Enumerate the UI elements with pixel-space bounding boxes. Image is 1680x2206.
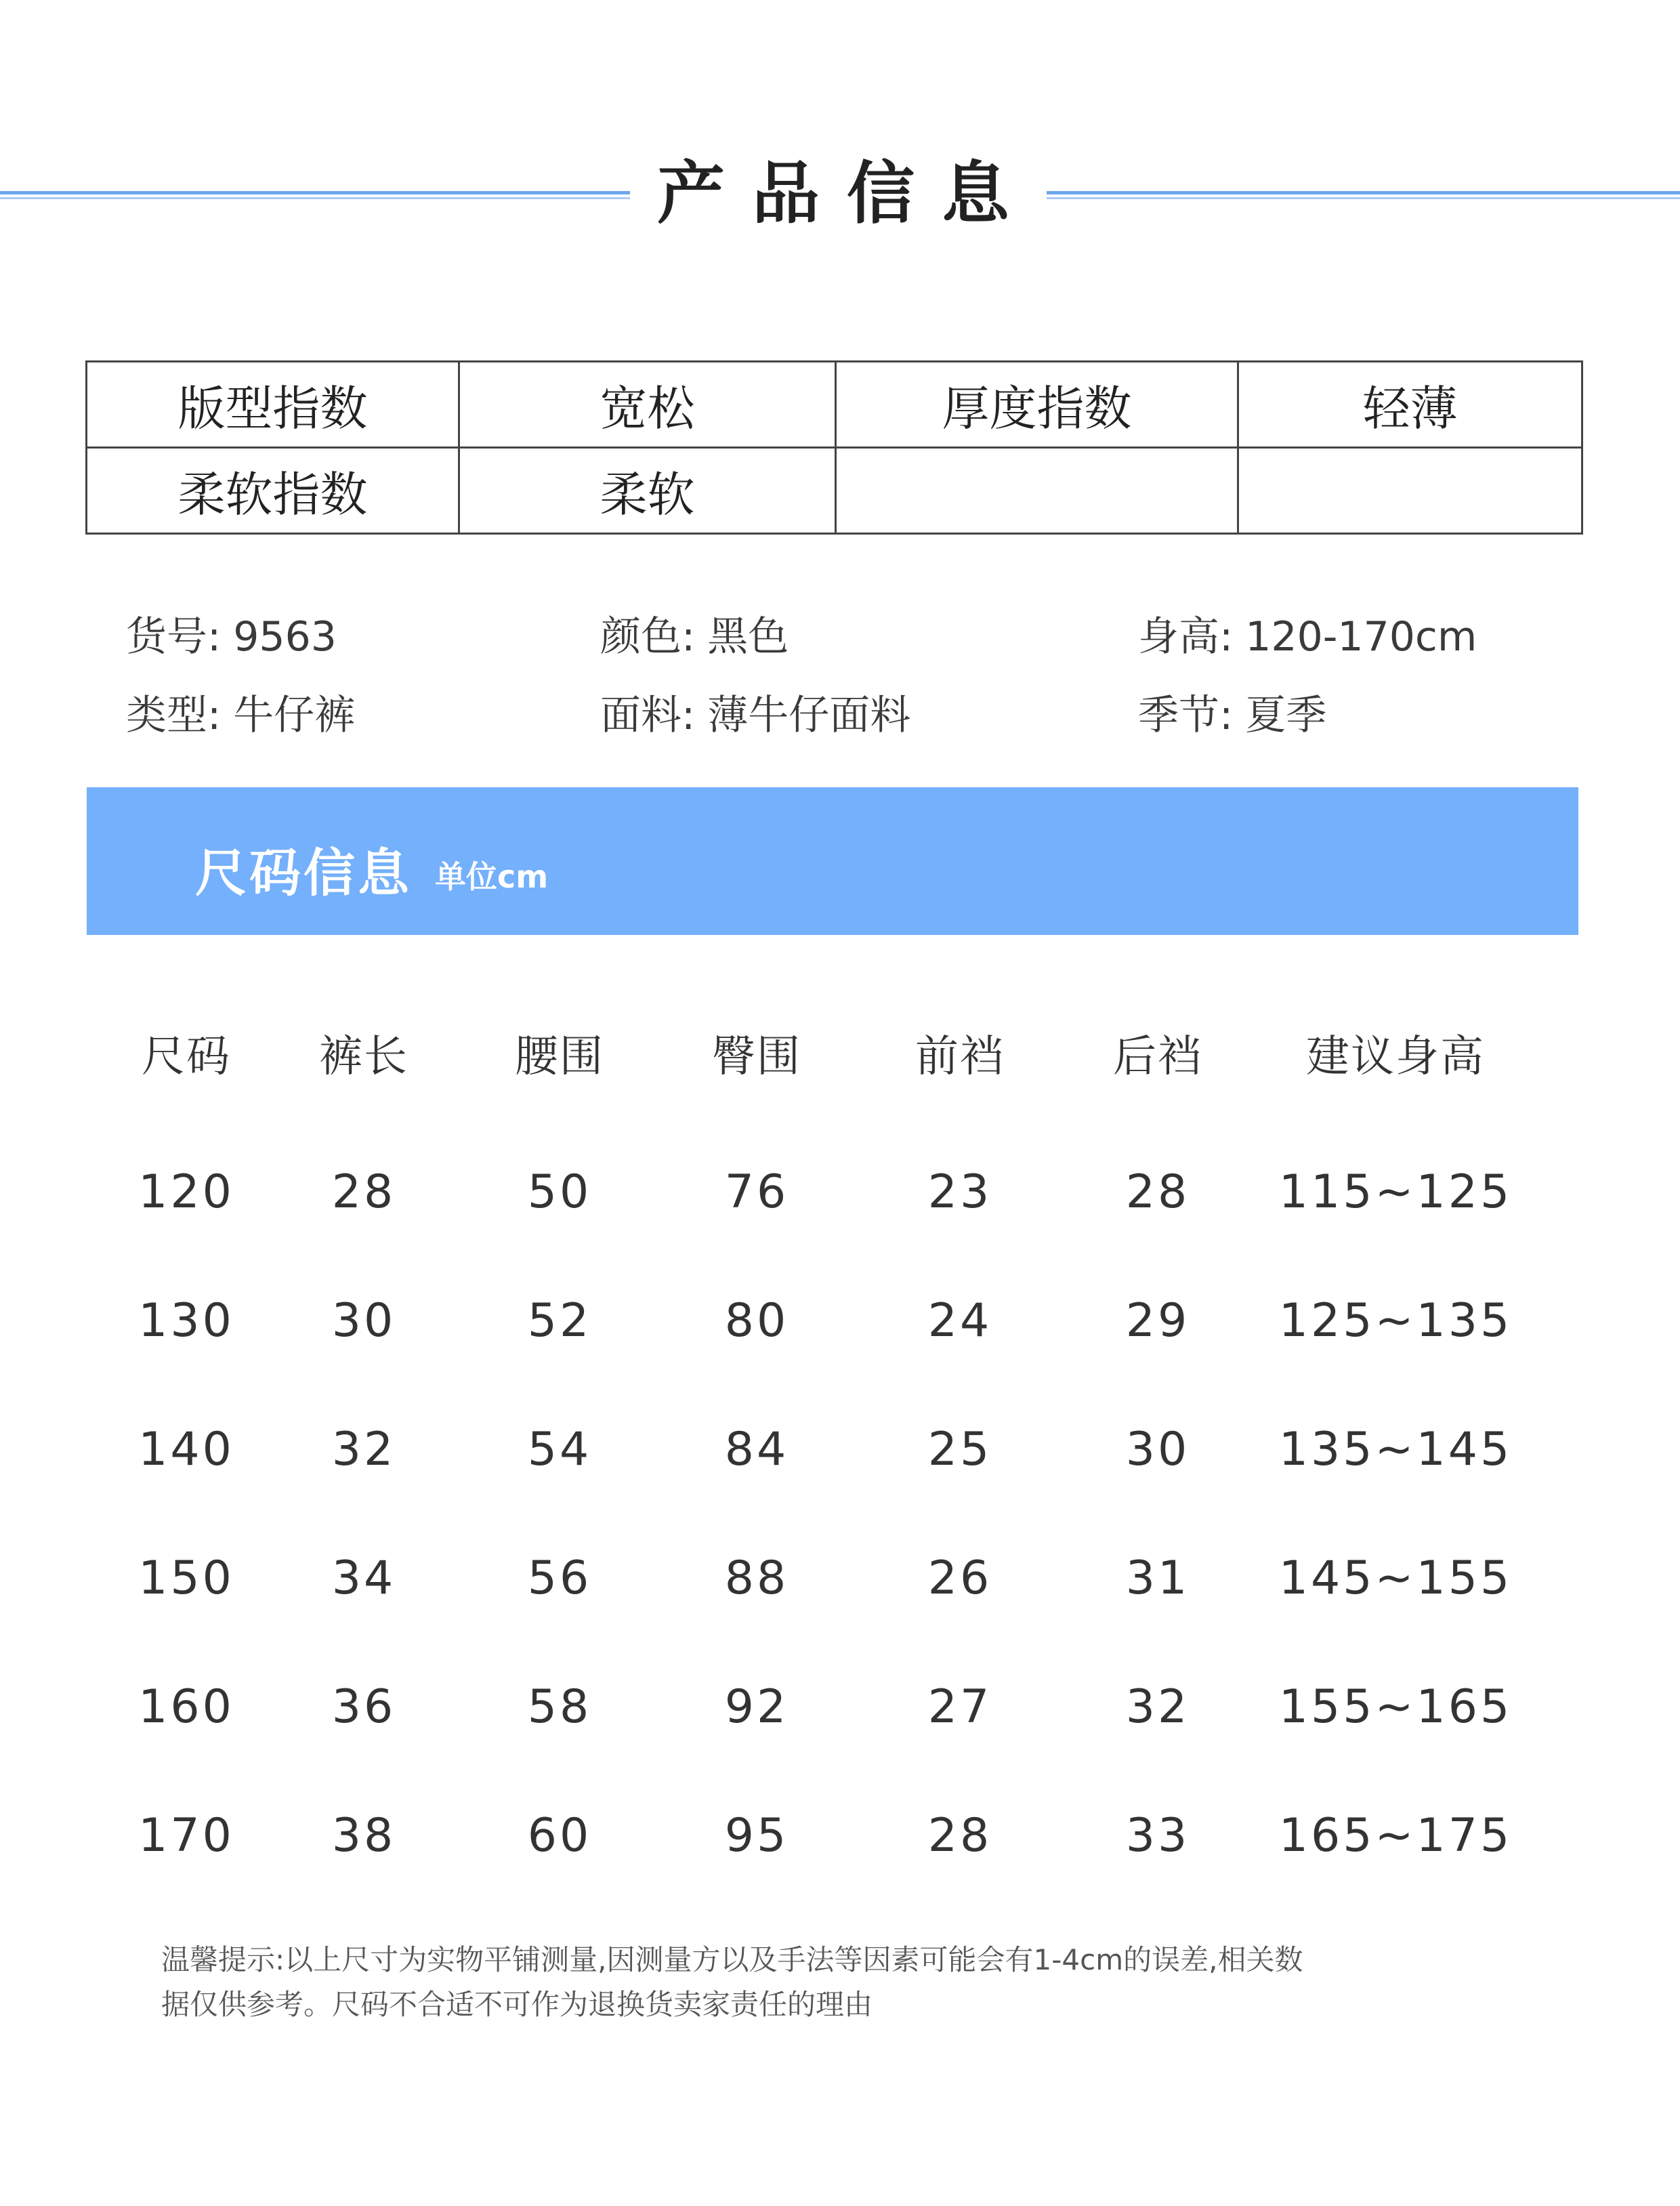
attribute-row: [87, 448, 1582, 534]
attribute-cell: 版型指数: [87, 362, 459, 448]
table-cell: 165~175: [1278, 1809, 1513, 1862]
tip-note-line: 据仅供参考。尺码不合适不可作为退换货卖家责任的理由: [161, 1988, 873, 2021]
tip-note: [161, 1938, 1530, 2027]
table-cell: 38: [331, 1809, 396, 1862]
table-cell: 30: [1125, 1423, 1190, 1476]
table-cell: 28: [927, 1809, 992, 1862]
attribute-row: [87, 362, 1582, 448]
header-cell: 前裆: [915, 1032, 1005, 1082]
table-cell: 95: [724, 1809, 789, 1862]
table-row: [88, 1667, 1545, 1748]
table-cell: 125~135: [1278, 1294, 1513, 1348]
table-cell: 135~145: [1278, 1423, 1513, 1476]
info-item-season: [1138, 683, 1326, 741]
info-label: 面料:: [600, 692, 696, 739]
page-title: 产品信息: [657, 154, 1036, 233]
table-cell: 92: [724, 1680, 789, 1734]
info-label: 类型:: [126, 692, 222, 739]
info-value: 9563: [233, 613, 337, 661]
info-label: 身高:: [1138, 613, 1234, 661]
info-item-color: [600, 604, 789, 663]
table-cell: 32: [331, 1423, 396, 1476]
size-info-unit: 单位cm: [435, 858, 549, 895]
info-label: 颜色:: [600, 613, 696, 661]
table-cell: 52: [527, 1294, 592, 1348]
table-cell: 25: [927, 1423, 992, 1476]
size-info-title: 尺码信息: [195, 843, 412, 903]
table-cell: 130: [138, 1294, 234, 1348]
tip-note-line: 温馨提示:以上尺寸为实物平铺测量,因测量方以及手法等因素可能会有1-4cm的误差,相关数: [161, 1943, 1303, 1976]
title-line-right: [1047, 191, 1680, 198]
info-item-height: [1138, 604, 1477, 663]
table-cell: 30: [331, 1294, 396, 1348]
size-table-header: [88, 1016, 1545, 1098]
table-cell: 84: [724, 1423, 789, 1476]
table-cell: 60: [527, 1809, 592, 1862]
table-cell: 76: [724, 1165, 789, 1219]
table-cell: 33: [1125, 1809, 1190, 1862]
info-value: 黑色: [707, 613, 789, 661]
table-cell: 24: [927, 1294, 992, 1348]
attribute-cell: [1238, 448, 1582, 534]
size-info-banner: [87, 787, 1578, 935]
attribute-cell: 厚度指数: [836, 362, 1238, 448]
table-cell: 160: [138, 1680, 234, 1734]
table-cell: 34: [331, 1552, 396, 1605]
attribute-cell: 柔软: [459, 448, 836, 534]
table-row: [88, 1281, 1545, 1362]
table-cell: 170: [138, 1809, 234, 1862]
header-cell: 建议身高: [1306, 1032, 1485, 1082]
info-label: 季节:: [1138, 692, 1234, 739]
attribute-cell: 轻薄: [1238, 362, 1582, 448]
header-cell: 尺码: [142, 1032, 231, 1082]
info-item-type: [126, 683, 355, 741]
table-cell: 28: [331, 1165, 396, 1219]
table-cell: 145~155: [1278, 1552, 1513, 1605]
info-item-number: [126, 604, 337, 663]
header-cell: 后裆: [1113, 1032, 1202, 1082]
table-row: [88, 1795, 1545, 1877]
info-value: 薄牛仔面料: [707, 692, 911, 739]
info-label: 货号:: [126, 613, 222, 661]
table-cell: 28: [1125, 1165, 1190, 1219]
table-row: [88, 1409, 1545, 1491]
table-cell: 80: [724, 1294, 789, 1348]
table-cell: 32: [1125, 1680, 1190, 1734]
table-row: [88, 1538, 1545, 1619]
attribute-table: [85, 360, 1583, 535]
table-cell: 58: [527, 1680, 592, 1734]
table-cell: 50: [527, 1165, 592, 1219]
info-value: 牛仔裤: [233, 692, 356, 739]
info-item-fabric: [600, 683, 910, 741]
table-cell: 54: [527, 1423, 592, 1476]
table-cell: 115~125: [1278, 1165, 1513, 1219]
info-value: 120-170cm: [1245, 613, 1477, 661]
table-cell: 88: [724, 1552, 789, 1605]
table-cell: 56: [527, 1552, 592, 1605]
header-cell: 臀围: [712, 1032, 801, 1082]
header-cell: 腰围: [515, 1032, 604, 1082]
table-cell: 155~165: [1278, 1680, 1513, 1734]
table-cell: 31: [1125, 1552, 1190, 1605]
table-cell: 29: [1125, 1294, 1190, 1348]
attribute-cell: [836, 448, 1238, 534]
table-cell: 120: [138, 1165, 234, 1219]
table-cell: 140: [138, 1423, 234, 1476]
table-cell: 26: [927, 1552, 992, 1605]
attribute-cell: 宽松: [459, 362, 836, 448]
table-cell: 27: [927, 1680, 992, 1734]
header-cell: 裤长: [319, 1032, 408, 1082]
table-cell: 150: [138, 1552, 234, 1605]
title-line-left: [0, 191, 630, 198]
info-value: 夏季: [1245, 692, 1327, 739]
attribute-cell: 柔软指数: [87, 448, 459, 534]
table-row: [88, 1152, 1545, 1233]
table-cell: 23: [927, 1165, 992, 1219]
table-cell: 36: [331, 1680, 396, 1734]
